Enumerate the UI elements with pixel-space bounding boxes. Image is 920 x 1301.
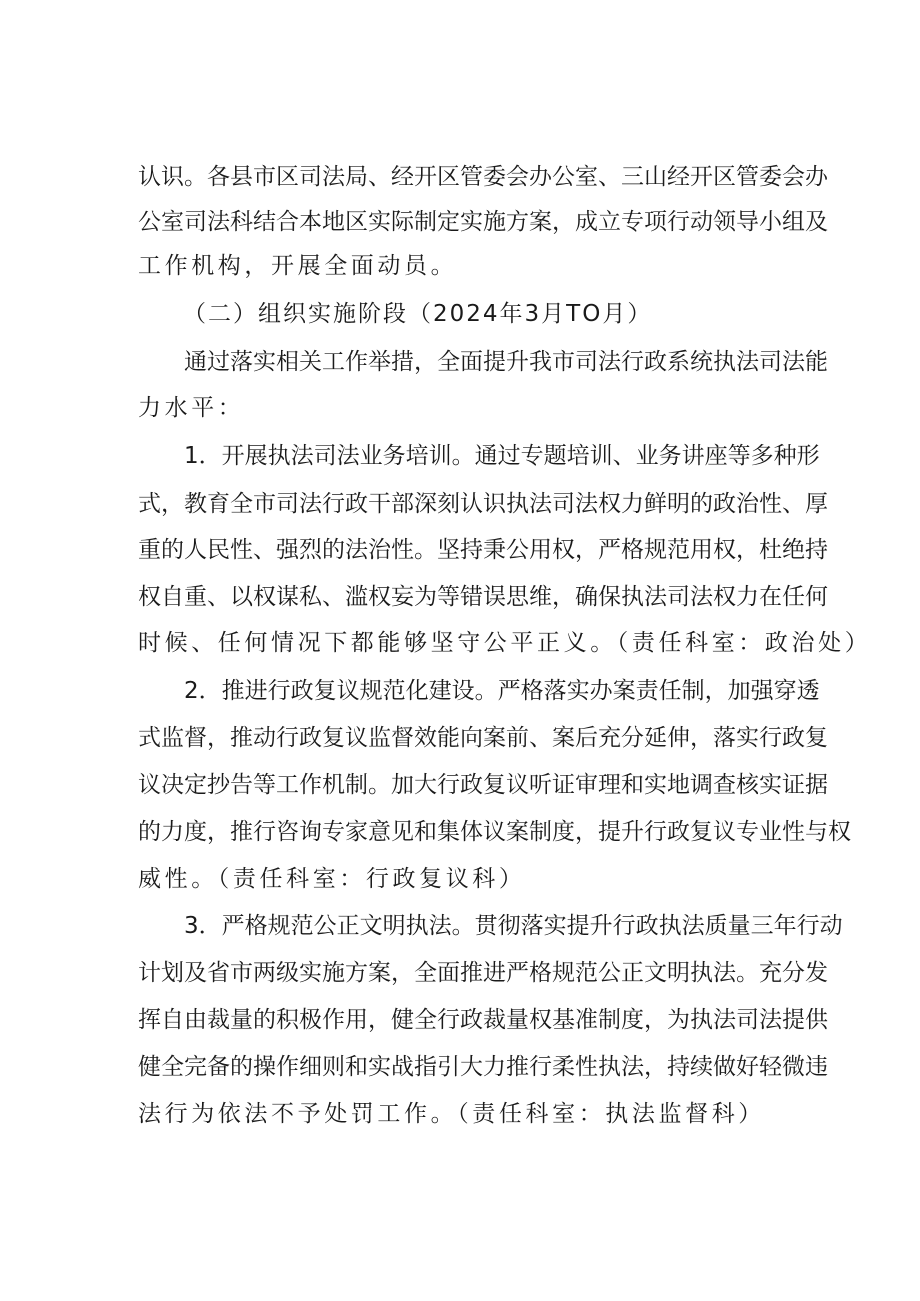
text-line: 1 ． 开 展 执 法 司 法 业 务 培 训 。 通 过 专 题 培 训 、 业 务 讲 座 等 多 种 形 — [184, 443, 820, 469]
text-line: 权 自 重 、 以 权 谋 私 、 滥 权 妄 为 等 错 误 思 维 ， 确 保 执 法 司 法 权 力 在 任 何 — [138, 584, 828, 610]
text-line: 时候、任何情况下都能够坚守公平正义。（责任科室：政治处） — [138, 630, 872, 656]
text-line: 威性。（责任科室：行政复议科） — [138, 866, 526, 892]
text-line: 重 的 人 民 性 、 强 烈 的 法 治 性 。 坚 持 秉 公 用 权 ， 严 格 规 范 用 权 ， 杜 绝 持 — [138, 537, 828, 563]
text-line: 议 决 定 抄 告 等 工 作 机 制 。 加 大 行 政 复 议 听 证 审 理 和 实 地 调 查 核 实 证 据 — [138, 772, 828, 798]
text-line: 力水平： — [138, 395, 245, 421]
text-line: 认 识 。 各 县 市 区 司 法 局 、 经 开 区 管 委 会 办 公 室 、 三 山 经 开 区 管 委 会 办 — [138, 164, 828, 190]
text-line: 的 力 度 ， 推 行 咨 询 专 家 意 见 和 集 体 议 案 制 度 ， 提 升 行 政 复 议 专 业 性 与 权 — [138, 819, 851, 845]
text-line: 工作机构，开展全面动员。 — [138, 253, 458, 279]
section-heading: （二）组织实施阶段（2024年3月TO月） — [183, 301, 653, 327]
text-line: 3 ． 严 格 规 范 公 正 文 明 执 法 。 贯 彻 落 实 提 升 行 政 执 法 质 量 三 年 行 动 — [184, 913, 843, 939]
text-line: 公 室 司 法 科 结 合 本 地 区 实 际 制 定 实 施 方 案 ， 成 立 专 项 行 动 领 导 小 组 及 — [138, 209, 828, 235]
text-line: 计 划 及 省 市 两 级 实 施 方 案 ， 全 面 推 进 严 格 规 范 公 正 文 明 执 法 。 充 分 发 — [138, 960, 828, 986]
text-line: 健 全 完 备 的 操 作 细 则 和 实 战 指 引 大 力 推 行 柔 性 执 法 ， 持 续 做 好 轻 微 违 — [138, 1054, 828, 1080]
text-line: 法行为依法不予处罚工作。（责任科室：执法监督科） — [138, 1101, 765, 1127]
text-line: 挥 自 由 裁 量 的 积 极 作 用 ， 健 全 行 政 裁 量 权 基 准 制 度 ， 为 执 法 司 法 提 供 — [138, 1007, 828, 1033]
text-line: 通 过 落 实 相 关 工 作 举 措 ， 全 面 提 升 我 市 司 法 行 政 系 统 执 法 司 法 能 — [184, 349, 828, 375]
text-line: 式 监 督 ， 推 动 行 政 复 议 监 督 效 能 向 案 前 、 案 后 充 分 延 伸 ， 落 实 行 政 复 — [138, 725, 828, 751]
text-line: 2 ． 推 进 行 政 复 议 规 范 化 建 设 。 严 格 落 实 办 案 责 任 制 ， 加 强 穿 透 — [184, 678, 820, 704]
text-line: 式 ， 教 育 全 市 司 法 行 政 干 部 深 刻 认 识 执 法 司 法 权 力 鲜 明 的 政 治 性 、 厚 — [138, 491, 828, 517]
